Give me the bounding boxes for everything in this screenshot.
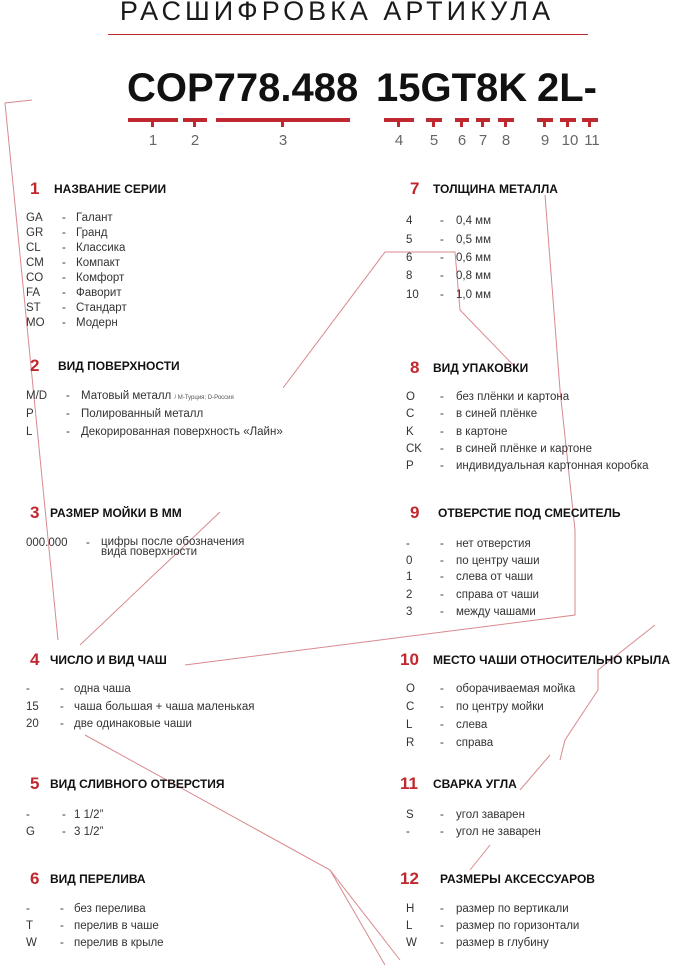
section-4-number: 4 <box>30 650 40 669</box>
section-9-number: 9 <box>410 503 420 522</box>
marker-number-9: 9 <box>540 132 550 149</box>
marker-number-8: 8 <box>501 132 511 149</box>
marker-number-6: 6 <box>457 132 467 149</box>
section-12-number: 12 <box>400 869 419 888</box>
section-4-title: ЧИСЛО И ВИД ЧАШ <box>50 653 167 667</box>
marker-number-3: 3 <box>278 132 288 149</box>
page-title: РАСШИФРОВКА АРТИКУЛА <box>119 0 555 26</box>
section-5-number: 5 <box>30 774 40 793</box>
marker-stem-7 <box>481 118 484 127</box>
marker-stem-2 <box>193 118 196 127</box>
section-7-number: 7 <box>410 179 420 198</box>
section-8-number: 8 <box>410 358 420 377</box>
section-10-title: МЕСТО ЧАШИ ОТНОСИТЕЛЬНО КРЫЛА <box>433 653 671 667</box>
marker-stem-11 <box>588 118 591 127</box>
marker-number-2: 2 <box>190 132 200 149</box>
section-2-title: ВИД ПОВЕРХНОСТИ <box>58 359 180 373</box>
section-11-title: СВАРКА УГЛА <box>433 777 517 791</box>
section-6-number: 6 <box>30 869 40 888</box>
marker-number-11: 11 <box>584 132 600 149</box>
marker-number-1: 1 <box>148 132 158 149</box>
marker-stem-6 <box>460 118 463 127</box>
section-1-number: 1 <box>30 179 40 198</box>
marker-stem-1 <box>151 118 154 127</box>
article-code-part-3: 2L- <box>537 66 597 110</box>
section-9-title: ОТВЕРСТИЕ ПОД СМЕСИТЕЛЬ <box>438 506 621 520</box>
section-7-title: ТОЛЩИНА МЕТАЛЛА <box>433 182 558 196</box>
article-code-part-2: 15GT8K <box>376 66 528 110</box>
section-11-number: 11 <box>400 774 418 793</box>
marker-stem-9 <box>543 118 546 127</box>
section-10-number: 10 <box>400 650 419 669</box>
marker-number-7: 7 <box>478 132 488 149</box>
section-1-title: НАЗВАНИЕ СЕРИИ <box>54 182 167 196</box>
title-underline <box>108 34 588 35</box>
marker-number-10: 10 <box>561 132 579 149</box>
section-6-title: ВИД ПЕРЕЛИВА <box>50 872 146 886</box>
article-code-part-1: COP778.488 <box>127 66 359 110</box>
marker-stem-8 <box>504 118 507 127</box>
section-8-title: ВИД УПАКОВКИ <box>433 361 529 375</box>
marker-stem-10 <box>566 118 569 127</box>
marker-number-5: 5 <box>429 132 439 149</box>
marker-number-4: 4 <box>394 132 404 149</box>
section-5-title: ВИД СЛИВНОГО ОТВЕРСТИЯ <box>50 777 225 791</box>
marker-stem-3 <box>281 118 284 127</box>
section-12-title: РАЗМЕРЫ АКСЕССУАРОВ <box>440 872 595 886</box>
section-3-title: РАЗМЕР МОЙКИ В ММ <box>50 506 182 520</box>
section-2-number: 2 <box>30 356 40 375</box>
marker-stem-4 <box>397 118 400 127</box>
marker-stem-5 <box>432 118 435 127</box>
section-3-number: 3 <box>30 503 40 522</box>
